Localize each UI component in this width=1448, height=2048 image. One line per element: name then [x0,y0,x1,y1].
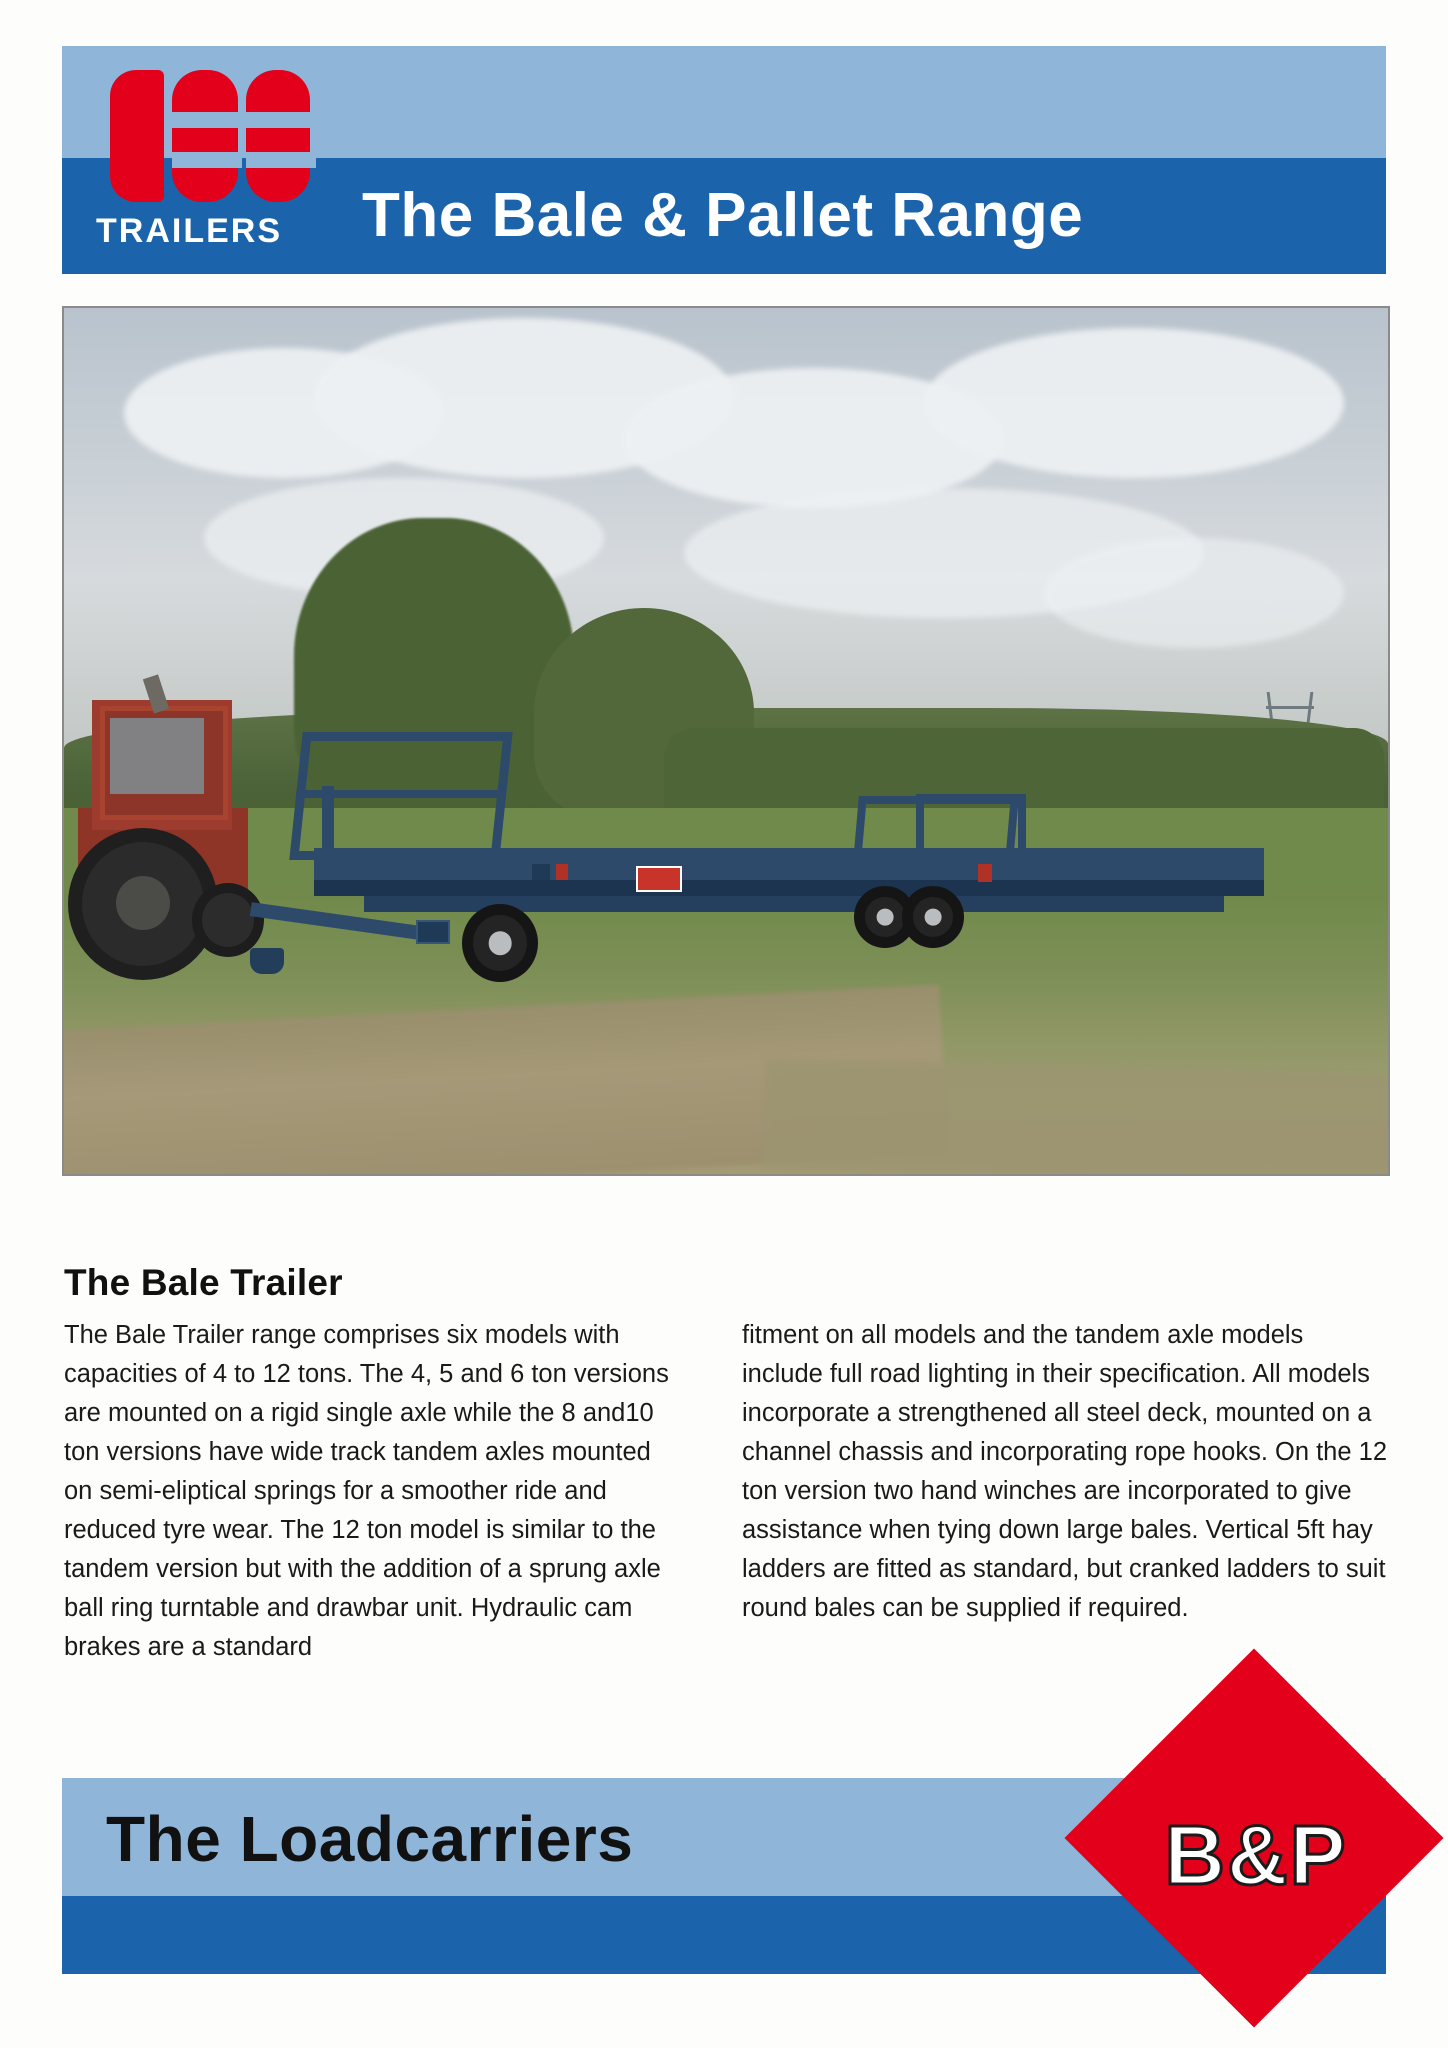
dirt-track [763,1059,1390,1176]
trailer-toolbox [416,920,450,944]
trailer-deck-edge [314,880,1264,896]
trailer-jack-foot [250,948,284,974]
body-text-column-left: The Bale Trailer range comprises six models with capacities of 4 to 12 tons. The 4, 5 and 6 ton versions are mounted on a rigid single axle while the 8 and10 ton versions have wide track tandem axles mounted on semi-eliptical springs for a smoother ride and reduced tyre wear. The 12 ton model is similar to the tandem version but with the addition of a sprung axle ball ring turntable and drawbar unit. Hydraulic cam brakes are a standard [64,1321,669,1661]
footer-banner [62,1778,1386,1974]
cloud-shape [924,328,1344,478]
trailer-decal [636,866,682,892]
logo-wordmark: TRAILERS [96,212,282,250]
trailer-mudguard [532,864,550,880]
header-banner [62,46,1386,274]
trailer-wheel-tandem-2 [902,886,964,948]
product-photo [62,306,1390,1176]
body-text-column-right: fitment on all models and the tandem axle models include full road lighting in their specification. All models incorporate a strengthened all steel deck, mounted on a channel chassis and incorporating rope hooks. On the 12 ton version two hand winches are incorporated to give assistance when tying down large bales. Vertical 5ft hay ladders are fitted as standard, but cranked ladders to suit round bales can be supplied if required. [742,1321,1387,1622]
trailer-side-marker-lamp [556,864,568,880]
as-trailers-logo [82,60,342,270]
trailer-deck [314,848,1264,884]
page-title: The Bale & Pallet Range [362,181,1084,250]
footer-title: The Loadcarriers [106,1803,634,1875]
bp-badge-label: B&P [1164,1808,1348,1902]
trailer-rear-lamp [978,864,992,882]
tractor-front-wheel [192,883,264,957]
section-heading: The Bale Trailer [64,1262,343,1303]
cloud-shape [1044,538,1344,648]
as-logo-mark-icon [110,70,310,202]
tractor-cab-window [110,718,204,794]
trailer-wheel-front [462,904,538,982]
